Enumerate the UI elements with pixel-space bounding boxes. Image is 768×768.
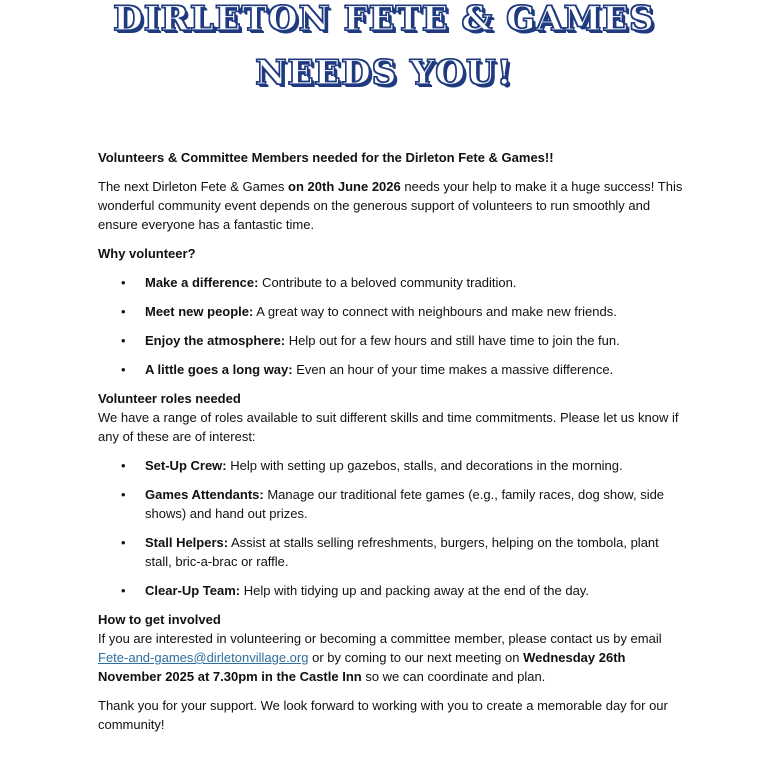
item-text: Manage our traditional fete games (e.g., family races, dog show, side shows) and hand out prizes. [145, 487, 665, 521]
event-date: on 20th June 2026 [288, 179, 401, 194]
email-link[interactable]: Fete-and-games@dirletonvillage.org [98, 650, 309, 665]
item-text: Contribute to a beloved community tradition. [258, 275, 517, 290]
item-text: Help out for a few hours and still have time to join the fun. [285, 333, 620, 348]
bullet-icon: • [121, 487, 126, 502]
lead-heading: Volunteers & Committee Members needed for the Dirleton Fete & Games!! [98, 150, 554, 165]
bullet-icon: • [121, 304, 126, 319]
list-item [121, 581, 688, 600]
item-text: Even an hour of your time makes a massive difference. [292, 362, 614, 377]
bullet-icon: • [121, 535, 126, 550]
intro-text-after: needs your help to make it a huge success! This wonderful community event depends on the generous support of volunteers to run smoothly and ensure everyone has a fantastic time. [98, 179, 683, 232]
item-text: Assist at stalls selling refreshments, burgers, helping on the tombola, plant stall, bric-a-brac or raffle. [145, 535, 659, 569]
list-item [121, 302, 688, 321]
involved-paragraph [98, 629, 688, 686]
intro-text-before: The next Dirleton Fete & Games [98, 179, 289, 194]
item-text: Help with setting up gazebos, stalls, and decorations in the morning. [226, 458, 623, 473]
roles-intro: We have a range of roles available to suit different skills and time commitments. Please let us know if any of these are of interest: [98, 410, 679, 444]
item-label: Set-Up Crew: [145, 458, 227, 473]
intro-paragraph [98, 177, 688, 234]
item-label: Clear-Up Team: [145, 583, 241, 598]
bullet-icon: • [121, 333, 126, 348]
item-label: Enjoy the atmosphere: [145, 333, 286, 348]
title-line-1: DIRLETON FETE & GAMES [113, 0, 655, 39]
list-item [121, 273, 688, 292]
roles-list [98, 456, 688, 600]
item-label: Games Attendants: [145, 487, 264, 502]
list-item [121, 533, 688, 571]
bullet-icon: • [121, 362, 126, 377]
why-list [98, 273, 688, 379]
closing-paragraph: Thank you for your support. We look forward to working with you to create a memorable day for our community! [98, 698, 668, 732]
roles-heading: Volunteer roles needed [98, 391, 241, 406]
why-heading: Why volunteer? [98, 246, 196, 261]
document-body [98, 148, 688, 744]
list-item [121, 360, 688, 379]
involved-text-1: If you are interested in volunteering or becoming a committee member, please contact us by email [98, 631, 662, 646]
bullet-icon: • [121, 458, 126, 473]
item-text: A great way to connect with neighbours and make new friends. [253, 304, 617, 319]
bullet-icon: • [121, 275, 126, 290]
involved-heading: How to get involved [98, 612, 221, 627]
involved-text-2: or by coming to our next meeting on [308, 650, 524, 665]
list-item [121, 485, 688, 523]
meeting-details: Wednesday 26th November 2025 at 7.30pm in the Castle Inn [98, 650, 626, 684]
item-label: Stall Helpers: [145, 535, 229, 550]
item-label: Meet new people: [145, 304, 254, 319]
list-item [121, 331, 688, 350]
bullet-icon: • [121, 583, 126, 598]
involved-text-3: so we can coordinate and plan. [361, 669, 546, 684]
title-line-2: NEEDS YOU! [255, 53, 513, 93]
list-item [121, 456, 688, 475]
item-label: A little goes a long way: [145, 362, 293, 377]
item-text: Help with tidying up and packing away at the end of the day. [240, 583, 589, 598]
item-label: Make a difference: [145, 275, 259, 290]
